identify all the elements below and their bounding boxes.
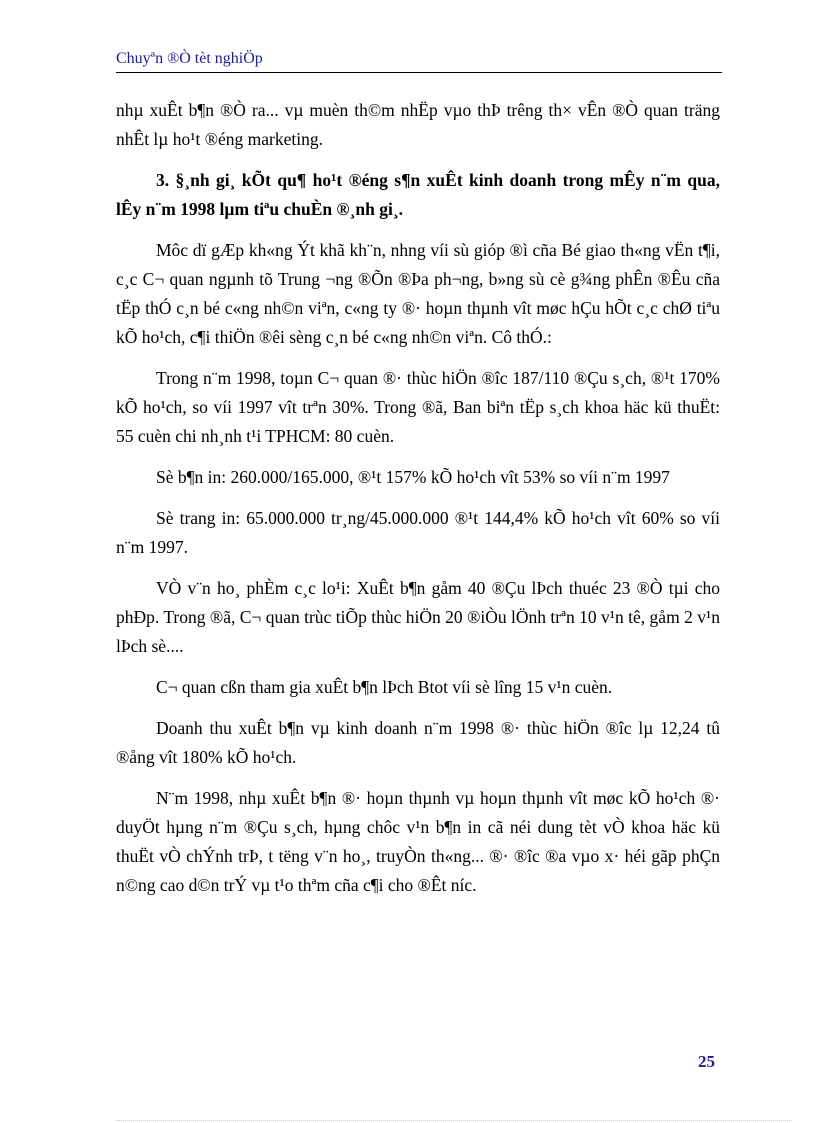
footer-divider [116,1120,792,1121]
paragraph-continuation: nhµ xuÊt b¶n ®Ò ra... vµ muèn th©m nhËp vµo thÞ trêng th× vÊn ®Ò quan träng nhÊt lµ ho¹t ®éng marketing. [116,100,720,149]
page-number: 25 [698,1052,715,1071]
paragraph: Trong n¨m 1998, toµn C¬ quan ®· thùc hiÖn ®îc 187/110 ®Çu s¸ch, ®¹t 170% kÕ ho¹ch, so víi 1997 vît trªn 30%. Trong ®ã, Ban biªn tËp s¸ch khoa häc kü thuËt: 55 cuèn chi nh¸nh t¹i TPHCM: 80 cuèn. [116,368,720,446]
paragraph: C¬ quan cßn tham gia xuÊt b¶n lÞch Btot víi sè lîng 15 v¹n cuèn. [156,677,613,697]
section-heading: 3. §¸nh gi¸ kÕt qu¶ ho¹t ®éng s¶n xuÊt kinh doanh trong mÊy n¨m qua, lÊy n¨m 1998 lµm tiªu chuÈn ®¸nh gi¸. [116,170,720,219]
paragraph: VÒ v¨n ho¸ phÈm c¸c lo¹i: XuÊt b¶n gåm 40 ®Çu lÞch thuéc 23 ®Ò tµi cho phÐp. Trong ®ã, C¬ quan trùc tiÕp thùc hiÖn 20 ®iÒu lÖnh trªn 10 v¹n tê, gåm 2 v¹n lÞch sè.... [116,578,720,656]
paragraph: Doanh thu xuÊt b¶n vµ kinh doanh n¨m 1998 ®· thùc hiÖn ®îc lµ 12,24 tû ®ång vît 180% kÕ ho¹ch. [116,718,720,767]
paragraph: Sè trang in: 65.000.000 tr¸ng/45.000.000 ®¹t 144,4% kÕ ho¹ch vît 60% so víi n¨m 1997. [116,508,720,557]
header-title: Chuyªn ®Ò tèt nghiÖp [116,50,263,67]
paragraph: Môc dï gÆp kh«ng Ýt khã kh¨n, nhng víi sù gióp ®ì cña Bé giao th«ng vËn t¶i, c¸c C¬ quan ngµnh tõ Trung ¬ng ®Õn ®Þa ph¬ng, b»ng sù cè g¾ng phÊn ®Êu cña tËp thÓ c¸n bé c«ng nh©n viªn, c«ng ty ®· hoµn thµnh vît møc hÇu hÕt c¸c chØ tiªu kÕ ho¹ch, c¶i thiÖn ®êi sèng c¸n bé c«ng nh©n viªn. Cô thÓ.: [116,240,720,347]
paragraph: N¨m 1998, nhµ xuÊt b¶n ®· hoµn thµnh vµ hoµn thµnh vît møc kÕ ho¹ch ®· duyÖt hµng n¨m ®Çu s¸ch, hµng chôc v¹n b¶n in cã néi dung tèt vÒ khoa häc kü thuËt vÒ chÝnh trÞ, t tëng v¨n ho¸, truyÒn th«ng... ®· ®îc ®a vµo x· héi gãp phÇn n©ng cao d©n trÝ vµ t¹o thªm cña c¶i cho ®Êt níc. [116,788,720,895]
paragraph: Sè b¶n in: 260.000/165.000, ®¹t 157% kÕ ho¹ch vît 53% so víi n¨m 1997 [156,467,670,487]
document-body [116,96,720,912]
page-header [116,48,722,73]
